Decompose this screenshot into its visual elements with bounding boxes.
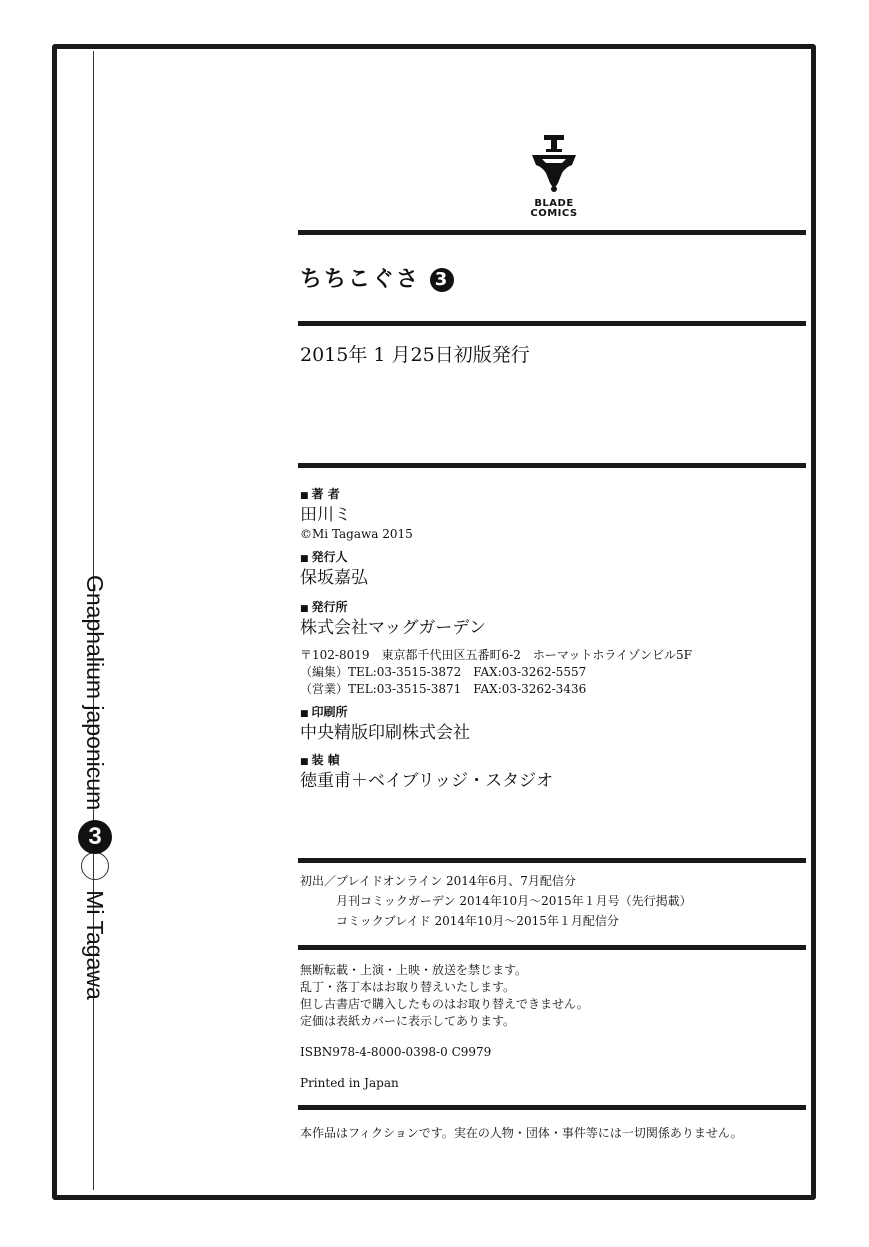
blade-comics-logo-icon xyxy=(518,133,590,195)
rule-distribution xyxy=(298,858,806,863)
printed-in: Printed in Japan xyxy=(300,1076,399,1090)
rule-disclaimer xyxy=(298,1105,806,1110)
design-credit: 徳重甫＋ベイブリッジ・スタジオ xyxy=(300,771,554,791)
publisher-tel-sales: （営業）TEL:03-3515-3871 FAX:03-3262-3436 xyxy=(300,682,587,696)
book-title xyxy=(300,262,454,293)
publisher-person-heading: ■ 発行人 xyxy=(300,549,692,567)
distribution-line: 月刊コミックガーデン 2014年10月～2015年１月号（先行掲載） xyxy=(300,894,692,908)
spine xyxy=(60,575,130,1075)
rule-top xyxy=(298,230,806,235)
printer-heading: ■ 印刷所 xyxy=(300,704,692,722)
notice-line: 但し古書店で購入したものはお取り替えできません。 xyxy=(300,997,589,1011)
publisher-tel-edit: （編集）TEL:03-3515-3872 FAX:03-3262-5557 xyxy=(300,665,587,679)
distribution-line: 初出／ブレイドオンライン 2014年6月、7月配信分 xyxy=(300,874,576,888)
rule-title xyxy=(298,321,806,326)
notice-line: 乱丁・落丁本はお取り替えいたします。 xyxy=(300,980,516,994)
distribution xyxy=(300,871,692,931)
author-heading: ■ 著 者 xyxy=(300,486,692,504)
logo-line1: BLADE xyxy=(534,198,574,209)
spine-author: Mi Tagawa xyxy=(82,890,109,1000)
publisher-name: 株式会社マッグガーデン xyxy=(300,618,486,638)
credits xyxy=(300,486,692,792)
notice-line: 無断転載・上演・上映・放送を禁じます。 xyxy=(300,963,528,977)
printer-name: 中央精版印刷株式会社 xyxy=(300,723,470,743)
notices xyxy=(300,962,589,1092)
isbn: ISBN978-4-8000-0398-0 C9979 xyxy=(300,1045,492,1059)
publisher-person: 保坂嘉弘 xyxy=(300,568,368,588)
author-name: 田川ミ xyxy=(300,505,351,525)
book-volume-badge: 3 xyxy=(430,268,454,292)
release-date: 2015年 1 月25日初版発行 xyxy=(300,344,530,366)
spine-title: Gnaphalium japonicum xyxy=(82,575,109,811)
rule-notices xyxy=(298,945,806,950)
notice-line: 定価は表紙カバーに表示してあります。 xyxy=(300,1014,516,1028)
design-heading: ■ 装 幀 xyxy=(300,752,692,770)
copyright: ©Mi Tagawa 2015 xyxy=(300,527,413,541)
publisher-heading: ■ 発行所 xyxy=(300,599,692,617)
spine-text xyxy=(75,575,115,1075)
logo-line2: COMICS xyxy=(530,208,578,219)
distribution-line: コミックブレイド 2014年10月～2015年１月配信分 xyxy=(300,914,619,928)
disclaimer-text: 本作品はフィクションです。実在の人物・団体・事件等には一切関係ありません。 xyxy=(300,1126,743,1140)
disclaimer xyxy=(300,1125,743,1142)
publisher-address: 〒102-8019 東京都千代田区五番町6-2 ホーマットホライゾンビル5F xyxy=(300,648,692,662)
publisher-logo xyxy=(518,133,590,223)
spine-volume-badge: 3 xyxy=(78,820,112,854)
book-title-text: ちちこぐさ xyxy=(300,267,421,292)
rule-credits-top xyxy=(298,463,806,468)
volume-ring-icon xyxy=(81,852,109,880)
